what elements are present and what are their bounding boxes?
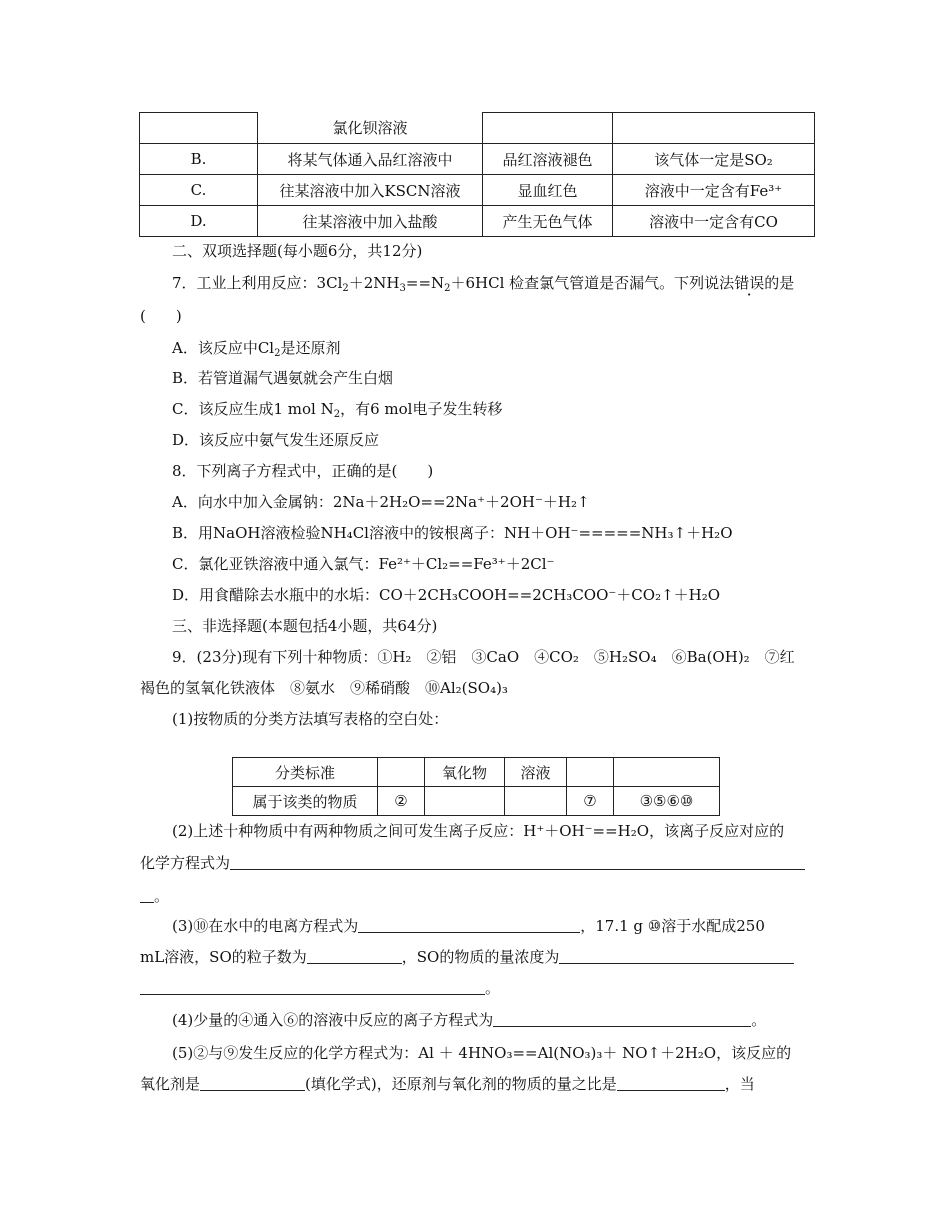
option-c: C．氯化亚铁溶液中通入氯气：Fe²⁺＋Cl₂==Fe³⁺＋2Cl⁻: [172, 555, 555, 573]
option-a: A．向水中加入金属钠：2Na＋2H₂O==2Na⁺＋2OH⁻＋H₂↑: [172, 493, 590, 511]
table-cell: 往某溶液中加入盐酸: [258, 206, 483, 237]
question-8-stem: 8．下列离子方程式中，正确的是( ): [172, 462, 434, 480]
table-row: [140, 175, 815, 206]
experiment-table: [139, 112, 815, 237]
question-9-part-3-end: [140, 977, 818, 999]
text: (3)⑩在水中的电离方程式为: [172, 917, 359, 935]
question-9-part-2: (2)上述十种物质中有两种物质之间可发生离子反应：H⁺＋OH⁻==H₂O，该离子反应对应的: [172, 822, 785, 840]
answer-blank[interactable]: [140, 886, 154, 903]
classification-table: [232, 757, 720, 816]
table-cell: D.: [140, 206, 258, 237]
text: ==N: [405, 274, 445, 292]
text: ，17.1 g ⑩溶于水配成250: [580, 917, 765, 935]
text: 氧化剂是: [140, 1075, 201, 1093]
text: 7．工业上利用反应：3Cl: [172, 274, 343, 292]
question-9-part-3: [172, 915, 818, 937]
answer-blank[interactable]: [493, 1010, 751, 1027]
table-cell: 溶液中一定含有Fe³⁺: [613, 175, 815, 206]
table-cell: 溶液中一定含有CO: [613, 206, 815, 237]
text: (4)少量的④通入⑥的溶液中反应的离子方程式为: [172, 1011, 494, 1029]
option-d: D．该反应中氨气发生还原反应: [172, 431, 380, 449]
text: 是还原剂: [280, 339, 341, 357]
table-cell: [505, 787, 567, 816]
option-d: D．用食醋除去水瓶中的水垢：CO＋2CH₃COOH==2CH₃COO⁻＋CO₂↑＋H₂O: [172, 586, 721, 604]
table-cell: [140, 113, 258, 144]
table-cell: 该气体一定是SO₂: [613, 144, 815, 175]
text: A．该反应中Cl: [172, 339, 275, 357]
table-cell: 产生无色气体: [483, 206, 613, 237]
text: C．该反应生成1 mol N: [172, 400, 334, 418]
answer-parenthesis: ( ): [140, 307, 182, 325]
text: 的是: [764, 274, 795, 292]
option-a: [172, 337, 818, 365]
text: ，当: [724, 1075, 755, 1093]
table-row: [233, 787, 720, 816]
text: ＋6HCl 检查氯气管道是否漏气。下列说法: [450, 274, 735, 292]
table-cell: B.: [140, 144, 258, 175]
table-cell: 分类标准: [233, 758, 378, 787]
table-cell: C.: [140, 175, 258, 206]
table-row: [233, 758, 720, 787]
question-9-part-2-cont: [140, 852, 818, 874]
option-c: [172, 398, 818, 426]
text: mL溶液，SO的粒子数为: [140, 948, 307, 966]
subscript: 2: [444, 283, 451, 294]
table-cell: [425, 787, 505, 816]
question-7-stem: [172, 272, 818, 300]
table-cell: [378, 758, 425, 787]
table-row: [140, 113, 815, 144]
table-cell: [613, 113, 815, 144]
option-b: B．用NaOH溶液检验NH₄Cl溶液中的铵根离子：NH＋OH⁻=====NH₃↑＋H₂O: [172, 524, 733, 542]
table-cell: [483, 113, 613, 144]
section-heading: 三、非选择题(本题包括4小题，共64分): [172, 617, 438, 635]
answer-blank[interactable]: [358, 916, 580, 933]
text: ＋2NH: [348, 274, 400, 292]
table-cell: 显血红色: [483, 175, 613, 206]
text: ，SO的物质的量浓度为: [401, 948, 560, 966]
table-cell: ②: [378, 787, 425, 816]
question-9-part-2-end: [140, 885, 818, 907]
table-row: [140, 206, 815, 237]
section-heading: 二、双项选择题(每小题6分，共12分): [172, 242, 423, 260]
table-cell: 品红溶液褪色: [483, 144, 613, 175]
table-cell: 将某气体通入品红溶液中: [258, 144, 483, 175]
answer-blank[interactable]: [559, 947, 794, 964]
text: 化学方程式为: [140, 854, 231, 872]
answer-blank[interactable]: [140, 978, 485, 995]
subscript: 2: [274, 348, 281, 359]
emphasis-text: 错误: [734, 274, 765, 292]
table-cell: 溶液: [505, 758, 567, 787]
text: 。: [485, 979, 501, 997]
question-9-stem-cont: 褐色的氢氧化铁液体 ⑧氨水 ⑨稀硝酸 ⑩Al₂(SO₄)₃: [140, 679, 508, 697]
table-row: [140, 144, 815, 175]
question-9-part-4: [172, 1009, 818, 1031]
table-cell: ⑦: [567, 787, 614, 816]
answer-blank[interactable]: [230, 853, 805, 870]
table-cell: 氯化钡溶液: [258, 113, 483, 144]
subscript: 3: [399, 283, 406, 294]
answer-blank[interactable]: [617, 1074, 725, 1091]
question-9-part-1: (1)按物质的分类方法填写表格的空白处：: [172, 710, 449, 728]
text: 。: [154, 887, 170, 905]
table-cell: ③⑤⑥⑩: [614, 787, 720, 816]
table-cell: 往某溶液中加入KSCN溶液: [258, 175, 483, 206]
text: (填化学式)，还原剂与氧化剂的物质的量之比是: [305, 1075, 617, 1093]
question-9-part-5: (5)②与⑨发生反应的化学方程式为：Al ＋ 4HNO₃==Al(NO₃)₃＋ NO↑＋2H₂O，该反应的: [172, 1044, 792, 1062]
question-9-part-3-cont: [140, 946, 818, 968]
table-cell: 氧化物: [425, 758, 505, 787]
text: 。: [751, 1011, 767, 1029]
option-b: B．若管道漏气遇氨就会产生白烟: [172, 369, 394, 387]
table-cell: [614, 758, 720, 787]
question-9-stem: 9．(23分)现有下列十种物质：①H₂ ②铝 ③CaO ④CO₂ ⑤H₂SO₄ ⑥Ba(OH)₂ ⑦红: [172, 648, 795, 666]
answer-blank[interactable]: [307, 947, 402, 964]
subscript: 2: [333, 409, 341, 420]
text: ，有6 mol电子发生转移: [340, 400, 503, 418]
answer-blank[interactable]: [200, 1074, 305, 1091]
table-cell: 属于该类的物质: [233, 787, 378, 816]
table-cell: [567, 758, 614, 787]
question-9-part-5-cont: [140, 1073, 818, 1095]
subscript: 2: [342, 283, 349, 294]
